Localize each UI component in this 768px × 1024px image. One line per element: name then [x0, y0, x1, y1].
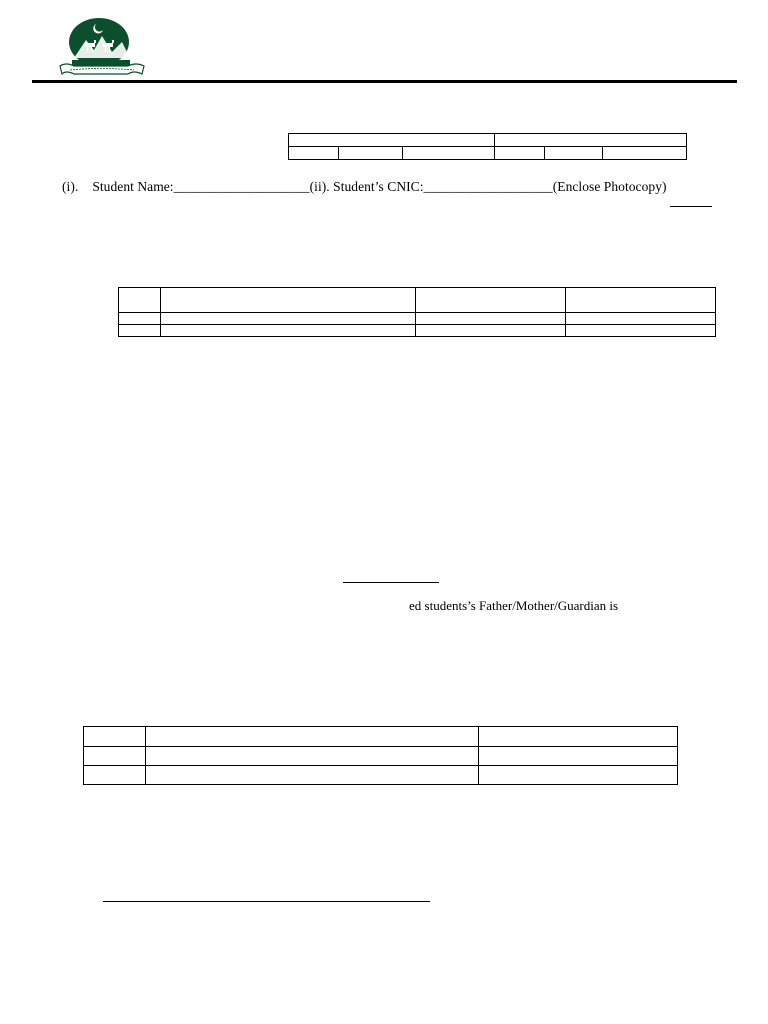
- student-cnic-field[interactable]: (ii). Student’s CNIC:___________________: [309, 179, 553, 194]
- header-rule: [32, 80, 737, 83]
- student-info-line: [62, 179, 667, 195]
- item-number: (i).: [62, 179, 79, 194]
- enclose-note: (Enclose Photocopy): [552, 179, 667, 194]
- guardian-table: [83, 726, 678, 785]
- table-cell: [119, 288, 161, 313]
- underline-mark: [670, 206, 712, 207]
- university-emblem-icon: [56, 18, 152, 80]
- table-row: [84, 747, 678, 766]
- table-cell: [603, 147, 687, 160]
- table-row: [119, 313, 716, 325]
- table-cell: [495, 147, 545, 160]
- guardian-fragment: ed students’s Father/Mother/Guardian is: [409, 598, 619, 613]
- bottom-signature-line: [103, 901, 430, 902]
- table-cell: [289, 147, 339, 160]
- table-cell: [479, 727, 678, 747]
- table-cell: [146, 727, 479, 747]
- table-row: [84, 766, 678, 785]
- table-cell: [84, 727, 146, 747]
- details-table: [118, 287, 716, 337]
- table-cell: [566, 288, 716, 313]
- table-cell: [416, 288, 566, 313]
- table-cell: [545, 147, 603, 160]
- student-name-field[interactable]: Student Name:____________________: [92, 179, 310, 194]
- table-cell: [339, 147, 403, 160]
- top-info-table: [288, 133, 687, 160]
- table-cell: [403, 147, 495, 160]
- signature-line: [343, 582, 439, 583]
- table-cell: [289, 134, 495, 147]
- table-cell: [161, 288, 416, 313]
- table-row: [119, 325, 716, 337]
- table-cell: [495, 134, 687, 147]
